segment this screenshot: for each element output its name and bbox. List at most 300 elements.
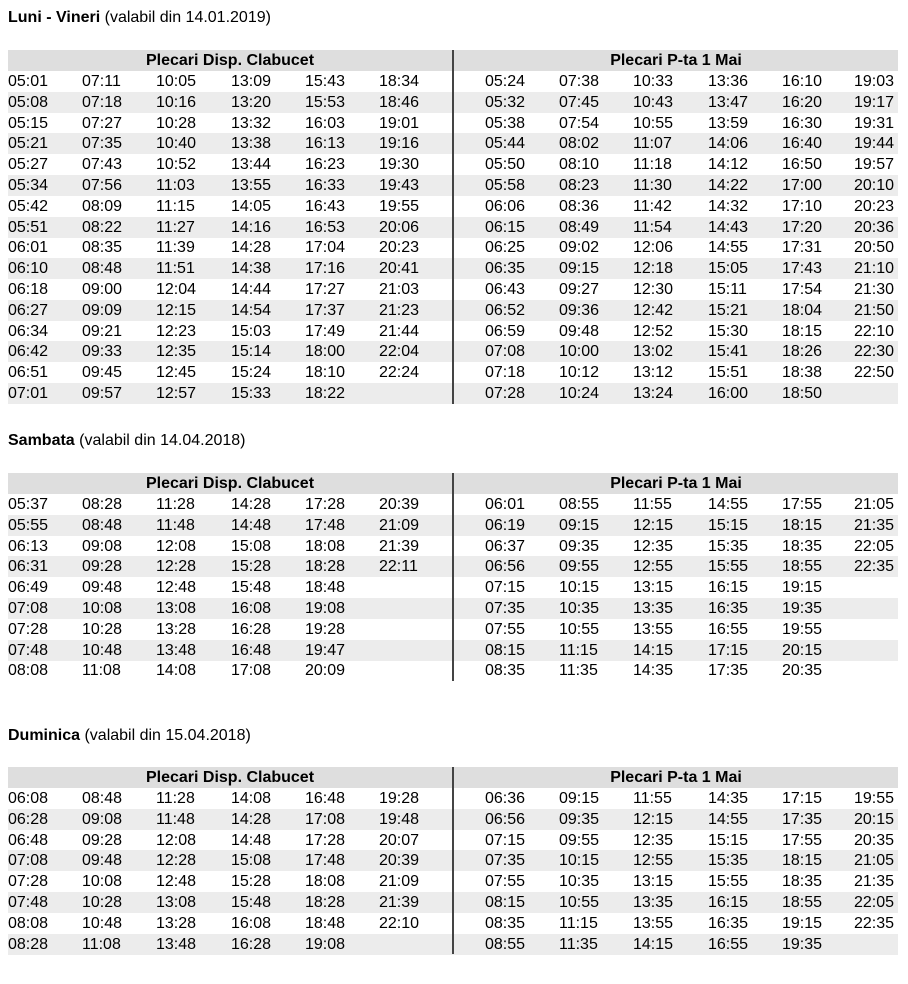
departure-time: 18:15 [782, 516, 823, 534]
departure-time: 06:06 [485, 197, 526, 215]
departure-time: 19:35 [782, 600, 823, 617]
departure-time: 15:08 [231, 852, 272, 870]
departure-time: 15:15 [708, 831, 749, 849]
departure-time: 07:28 [485, 385, 526, 402]
departure-time: 12:15 [633, 516, 674, 534]
departure-time: 18:55 [782, 894, 823, 911]
departure-time: 12:28 [156, 852, 197, 870]
departure-time: 15:53 [305, 93, 346, 111]
departure-time: 07:56 [82, 177, 123, 194]
departure-time: 14:12 [708, 156, 749, 174]
departure-time: 09:15 [559, 260, 600, 278]
departure-time: 09:09 [82, 301, 123, 319]
departure-time: 06:31 [8, 558, 49, 576]
departure-time: 12:15 [156, 301, 197, 319]
departure-time: 10:55 [633, 114, 674, 132]
departure-time: 20:23 [379, 239, 420, 257]
departure-time: 10:43 [633, 93, 674, 111]
departure-time: 07:18 [82, 93, 123, 111]
departure-time: 15:24 [231, 364, 272, 382]
departure-time: 18:48 [305, 914, 346, 932]
departure-time: 14:08 [231, 790, 272, 807]
departure-time: 08:28 [8, 935, 49, 953]
departure-time: 12:48 [156, 873, 197, 891]
departure-time: 16:10 [782, 73, 823, 90]
departure-time: 20:06 [379, 218, 420, 236]
departure-time: 12:42 [633, 301, 674, 319]
departure-time: 13:48 [156, 935, 197, 953]
departure-time: 16:08 [231, 600, 272, 617]
departure-time: 14:15 [633, 641, 674, 659]
departure-time: 05:44 [485, 135, 526, 153]
departure-time: 07:08 [485, 343, 526, 361]
departure-time: 11:55 [633, 496, 672, 513]
departure-time: 06:56 [485, 810, 526, 828]
departure-time: 14:48 [231, 831, 272, 849]
departure-time: 13:35 [633, 894, 674, 911]
departure-time: 18:15 [782, 322, 823, 340]
departure-time: 18:55 [782, 558, 823, 576]
departure-time: 06:52 [485, 301, 526, 319]
departure-time: 17:49 [305, 322, 346, 340]
departure-time: 09:36 [559, 301, 600, 319]
departure-time: 21:30 [854, 281, 895, 298]
departure-time: 18:15 [782, 852, 823, 870]
departure-time: 17:08 [231, 662, 272, 680]
departure-time: 15:28 [231, 873, 272, 891]
departure-time: 19:44 [854, 135, 895, 153]
departure-time: 10:15 [559, 579, 600, 597]
departure-time: 09:48 [82, 852, 123, 870]
departure-time: 09:00 [82, 281, 123, 298]
departure-time: 09:57 [82, 385, 123, 402]
departure-time: 15:55 [708, 873, 749, 891]
departure-time: 08:55 [559, 496, 600, 513]
departure-time: 07:45 [559, 93, 600, 111]
departure-time: 09:08 [82, 810, 123, 828]
departure-time: 12:04 [156, 281, 197, 298]
departure-time: 08:23 [559, 177, 600, 194]
departure-time: 07:55 [485, 873, 526, 891]
departure-time: 15:55 [708, 558, 749, 576]
departure-time: 16:20 [782, 93, 823, 111]
departure-time: 07:55 [485, 620, 526, 638]
departure-time: 15:15 [708, 516, 749, 534]
departure-time: 21:05 [854, 852, 895, 870]
departure-time: 08:55 [485, 935, 526, 953]
departure-time: 15:11 [708, 281, 747, 298]
departure-time: 14:48 [231, 516, 272, 534]
departure-time: 19:47 [305, 641, 346, 659]
departure-time: 10:28 [82, 894, 123, 911]
departure-time: 14:35 [633, 662, 674, 680]
departure-time: 17:27 [305, 281, 346, 298]
departure-time: 05:51 [8, 218, 49, 236]
departure-time: 17:15 [782, 790, 823, 807]
departure-time: 10:12 [559, 364, 600, 382]
departure-time: 10:00 [559, 343, 600, 361]
departure-time: 12:23 [156, 322, 197, 340]
departure-time: 15:30 [708, 322, 749, 340]
departure-time: 12:06 [633, 239, 674, 257]
section-title-validity: (valabil din 15.04.2018) [84, 727, 251, 744]
departure-time: 18:04 [782, 301, 823, 319]
departure-time: 17:15 [708, 641, 749, 659]
departure-time: 16:03 [305, 114, 346, 132]
departure-time: 08:09 [82, 197, 123, 215]
departure-time: 11:15 [559, 641, 598, 659]
departure-time: 19:55 [854, 790, 895, 807]
column-header-right: Plecari P-ta 1 Mai [454, 767, 898, 788]
departure-time: 18:34 [379, 73, 420, 90]
departure-time: 13:08 [156, 600, 197, 617]
departure-time: 07:11 [82, 73, 121, 90]
departure-time: 09:28 [82, 831, 123, 849]
departure-time: 16:00 [708, 385, 749, 402]
departure-time: 16:28 [231, 935, 272, 953]
departure-time: 10:48 [82, 914, 123, 932]
departure-time: 12:48 [156, 579, 197, 597]
departure-time: 08:02 [559, 135, 600, 153]
section-title-day: Sambata [8, 432, 75, 449]
departure-time: 09:15 [559, 516, 600, 534]
departure-time: 10:05 [156, 73, 197, 90]
departure-time: 11:42 [633, 197, 672, 215]
departure-time: 09:45 [82, 364, 123, 382]
departure-time: 17:04 [305, 239, 346, 257]
departure-time: 11:28 [156, 790, 195, 807]
departure-time: 12:55 [633, 852, 674, 870]
departure-time: 14:32 [708, 197, 749, 215]
departure-time: 17:28 [305, 831, 346, 849]
departure-time: 13:55 [633, 914, 674, 932]
departure-time: 08:48 [82, 790, 123, 807]
departure-time: 22:30 [854, 343, 895, 361]
departure-time: 19:08 [305, 600, 346, 617]
departure-time: 16:23 [305, 156, 346, 174]
departure-time: 13:59 [708, 114, 749, 132]
departure-time: 21:23 [379, 301, 420, 319]
departure-time: 11:03 [156, 177, 195, 194]
departure-time: 21:03 [379, 281, 420, 298]
departure-time: 13:55 [231, 177, 272, 194]
departure-time: 12:08 [156, 537, 197, 555]
departure-time: 08:15 [485, 641, 526, 659]
departure-time: 08:10 [559, 156, 600, 174]
departure-time: 15:35 [708, 852, 749, 870]
departure-time: 17:10 [782, 197, 823, 215]
departure-time: 22:05 [854, 537, 895, 555]
departure-time: 10:08 [82, 873, 123, 891]
departure-time: 08:15 [485, 894, 526, 911]
departure-time: 10:08 [82, 600, 123, 617]
departure-time: 19:15 [782, 914, 823, 932]
departure-time: 06:19 [485, 516, 526, 534]
section-title-validity: (valabil din 14.01.2019) [104, 9, 271, 26]
section-title-validity: (valabil din 14.04.2018) [79, 432, 246, 449]
departure-time: 17:20 [782, 218, 823, 236]
column-divider [452, 767, 454, 954]
departure-time: 09:55 [559, 831, 600, 849]
departure-time: 19:57 [854, 156, 895, 174]
departure-time: 13:20 [231, 93, 272, 111]
departure-time: 13:35 [633, 600, 674, 617]
departure-time: 16:33 [305, 177, 346, 194]
departure-time: 11:08 [82, 935, 121, 953]
departure-time: 06:18 [8, 281, 49, 298]
departure-time: 21:44 [379, 322, 420, 340]
departure-time: 20:07 [379, 831, 420, 849]
departure-time: 15:43 [305, 73, 346, 90]
column-header-left: Plecari Disp. Clabucet [8, 50, 452, 71]
departure-time: 15:51 [708, 364, 749, 382]
departure-time: 08:48 [82, 516, 123, 534]
departure-time: 13:55 [633, 620, 674, 638]
departure-time: 06:35 [485, 260, 526, 278]
departure-time: 14:28 [231, 810, 272, 828]
departure-time: 11:15 [156, 197, 195, 215]
departure-time: 16:43 [305, 197, 346, 215]
departure-time: 12:35 [156, 343, 197, 361]
departure-time: 19:03 [854, 73, 895, 90]
departure-time: 15:35 [708, 537, 749, 555]
departure-time: 20:36 [854, 218, 895, 236]
departure-time: 19:28 [305, 620, 346, 638]
departure-time: 16:55 [708, 620, 749, 638]
departure-time: 19:28 [379, 790, 420, 807]
departure-time: 21:09 [379, 873, 420, 891]
departure-time: 14:05 [231, 197, 272, 215]
departure-time: 10:15 [559, 852, 600, 870]
departure-time: 05:32 [485, 93, 526, 111]
departure-time: 18:26 [782, 343, 823, 361]
departure-time: 19:08 [305, 935, 346, 953]
departure-time: 13:09 [231, 73, 272, 90]
departure-time: 07:54 [559, 114, 600, 132]
departure-time: 14:35 [708, 790, 749, 807]
departure-time: 15:08 [231, 537, 272, 555]
departure-time: 06:15 [485, 218, 526, 236]
departure-time: 12:18 [633, 260, 674, 278]
departure-time: 13:12 [633, 364, 674, 382]
departure-time: 14:55 [708, 810, 749, 828]
departure-time: 09:28 [82, 558, 123, 576]
departure-time: 19:31 [854, 114, 895, 132]
departure-time: 10:24 [559, 385, 600, 402]
departure-time: 07:08 [8, 852, 49, 870]
departure-time: 17:28 [305, 496, 346, 513]
departure-time: 13:08 [156, 894, 197, 911]
departure-time: 16:48 [305, 790, 346, 807]
departure-time: 19:43 [379, 177, 420, 194]
departure-time: 09:08 [82, 537, 123, 555]
departure-time: 05:15 [8, 114, 49, 132]
departure-time: 05:24 [485, 73, 526, 90]
departure-time: 14:54 [231, 301, 272, 319]
departure-time: 20:35 [854, 831, 895, 849]
departure-time: 21:39 [379, 537, 420, 555]
departure-time: 14:08 [156, 662, 197, 680]
departure-time: 16:35 [708, 914, 749, 932]
departure-time: 10:48 [82, 641, 123, 659]
departure-time: 13:38 [231, 135, 272, 153]
section-title-day: Duminica [8, 727, 81, 744]
departure-time: 19:15 [782, 579, 823, 597]
departure-time: 08:22 [82, 218, 123, 236]
departure-time: 07:18 [485, 364, 526, 382]
departure-time: 11:48 [156, 810, 195, 828]
departure-time: 05:58 [485, 177, 526, 194]
departure-time: 12:35 [633, 831, 674, 849]
departure-time: 05:38 [485, 114, 526, 132]
departure-time: 14:28 [231, 496, 272, 513]
departure-time: 14:15 [633, 935, 674, 953]
departure-time: 11:15 [559, 914, 598, 932]
departure-time: 18:10 [305, 364, 346, 382]
departure-time: 14:55 [708, 239, 749, 257]
departure-time: 18:08 [305, 537, 346, 555]
departure-time: 16:13 [305, 135, 346, 153]
departure-time: 17:55 [782, 496, 823, 513]
departure-time: 06:51 [8, 364, 49, 382]
departure-time: 09:15 [559, 790, 600, 807]
departure-time: 13:32 [231, 114, 272, 132]
departure-time: 12:55 [633, 558, 674, 576]
departure-time: 05:01 [8, 73, 49, 90]
departure-time: 16:30 [782, 114, 823, 132]
departure-time: 16:50 [782, 156, 823, 174]
departure-time: 16:40 [782, 135, 823, 153]
departure-time: 19:01 [379, 114, 420, 132]
departure-time: 11:30 [633, 177, 672, 194]
departure-time: 15:21 [708, 301, 749, 319]
departure-time: 20:15 [782, 641, 823, 659]
departure-time: 10:35 [559, 873, 600, 891]
departure-time: 13:28 [156, 620, 197, 638]
departure-time: 06:59 [485, 322, 526, 340]
departure-time: 20:23 [854, 197, 895, 215]
departure-time: 10:28 [82, 620, 123, 638]
departure-time: 16:15 [708, 894, 749, 911]
departure-time: 09:35 [559, 537, 600, 555]
departure-time: 07:08 [8, 600, 49, 617]
departure-time: 20:39 [379, 496, 420, 513]
departure-time: 08:08 [8, 662, 49, 680]
departure-time: 05:42 [8, 197, 49, 215]
departure-time: 16:55 [708, 935, 749, 953]
departure-time: 12:45 [156, 364, 197, 382]
departure-time: 07:28 [8, 873, 49, 891]
departure-time: 14:44 [231, 281, 272, 298]
departure-time: 07:38 [559, 73, 600, 90]
departure-time: 06:13 [8, 537, 49, 555]
departure-time: 19:17 [854, 93, 895, 111]
departure-time: 19:48 [379, 810, 420, 828]
departure-time: 12:52 [633, 322, 674, 340]
departure-time: 12:30 [633, 281, 674, 298]
departure-time: 15:28 [231, 558, 272, 576]
departure-time: 19:55 [782, 620, 823, 638]
departure-time: 07:43 [82, 156, 123, 174]
departure-time: 07:15 [485, 831, 526, 849]
departure-time: 14:43 [708, 218, 749, 236]
departure-time: 14:28 [231, 239, 272, 257]
departure-time: 07:01 [8, 385, 49, 402]
departure-time: 22:10 [854, 322, 895, 340]
departure-time: 13:15 [633, 579, 674, 597]
departure-time: 20:09 [305, 662, 346, 680]
departure-time: 18:08 [305, 873, 346, 891]
departure-time: 19:30 [379, 156, 420, 174]
departure-time: 12:57 [156, 385, 197, 402]
departure-time: 11:27 [156, 218, 195, 236]
departure-time: 21:35 [854, 873, 895, 891]
section-title [8, 9, 271, 27]
departure-time: 07:35 [82, 135, 123, 153]
departure-time: 09:27 [559, 281, 600, 298]
departure-time: 06:36 [485, 790, 526, 807]
departure-time: 07:48 [8, 894, 49, 911]
departure-time: 22:35 [854, 558, 895, 576]
departure-time: 06:42 [8, 343, 49, 361]
departure-time: 22:50 [854, 364, 895, 382]
departure-time: 22:35 [854, 914, 895, 932]
departure-time: 16:53 [305, 218, 346, 236]
departure-time: 08:28 [82, 496, 123, 513]
departure-time: 18:00 [305, 343, 346, 361]
departure-time: 09:48 [559, 322, 600, 340]
departure-time: 06:08 [8, 790, 49, 807]
column-divider [452, 50, 454, 404]
departure-time: 17:48 [305, 516, 346, 534]
departure-time: 18:28 [305, 558, 346, 576]
departure-time: 18:46 [379, 93, 420, 111]
departure-time: 06:43 [485, 281, 526, 298]
departure-time: 17:48 [305, 852, 346, 870]
departure-time: 17:35 [782, 810, 823, 828]
departure-time: 09:02 [559, 239, 600, 257]
departure-time: 21:10 [854, 260, 895, 278]
departure-time: 19:16 [379, 135, 420, 153]
departure-time: 09:21 [82, 322, 123, 340]
departure-time: 13:24 [633, 385, 674, 402]
departure-time: 22:04 [379, 343, 420, 361]
departure-time: 05:21 [8, 135, 49, 153]
departure-time: 06:10 [8, 260, 49, 278]
departure-time: 21:35 [854, 516, 895, 534]
column-header-right: Plecari P-ta 1 Mai [454, 50, 898, 71]
departure-time: 14:38 [231, 260, 272, 278]
departure-time: 08:35 [485, 914, 526, 932]
departure-time: 14:16 [231, 218, 272, 236]
departure-time: 17:16 [305, 260, 346, 278]
departure-time: 11:07 [633, 135, 672, 153]
departure-time: 06:56 [485, 558, 526, 576]
departure-time: 11:18 [633, 156, 672, 174]
departure-time: 17:55 [782, 831, 823, 849]
departure-time: 18:38 [782, 364, 823, 382]
departure-time: 06:48 [8, 831, 49, 849]
departure-time: 06:01 [485, 496, 526, 513]
departure-time: 19:35 [782, 935, 823, 953]
departure-time: 18:28 [305, 894, 346, 911]
departure-time: 21:05 [854, 496, 895, 513]
departure-time: 10:28 [156, 114, 197, 132]
departure-time: 06:27 [8, 301, 49, 319]
departure-time: 07:27 [82, 114, 123, 132]
departure-time: 16:08 [231, 914, 272, 932]
departure-time: 06:37 [485, 537, 526, 555]
